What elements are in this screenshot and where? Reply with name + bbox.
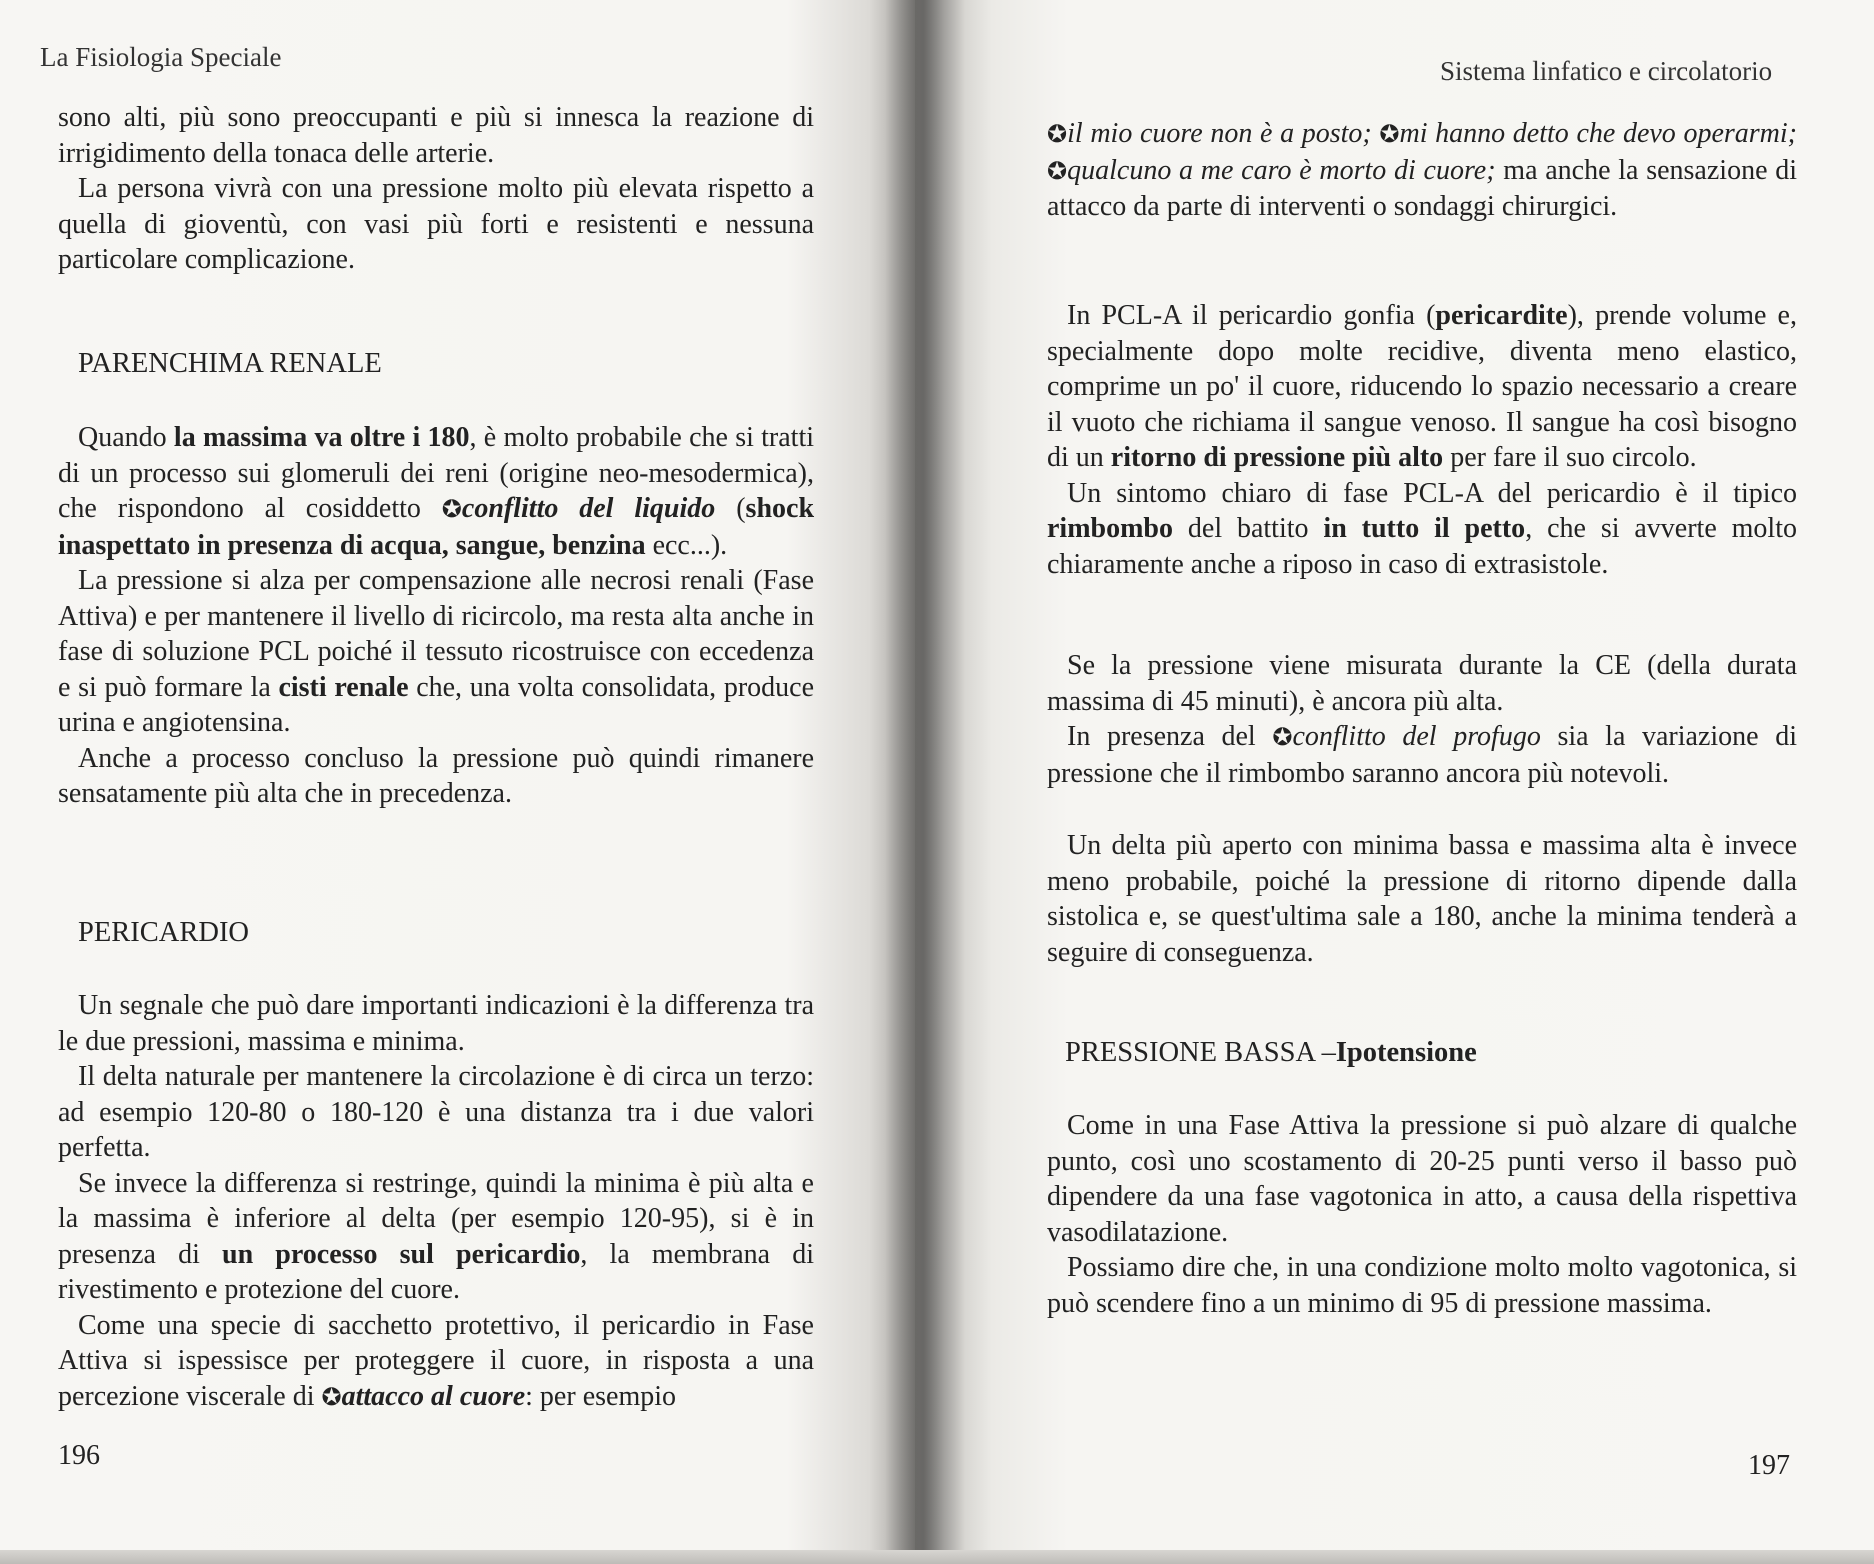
right-ce-text: [1047, 648, 1797, 791]
paragraph: La pressione si alza per compensazione alle necrosi renali (Fase Attiva) e per mantenere il livello di ricircolo, ma resta alta anche in fase di soluzione PCL poiché il tessuto ricostruisce con eccedenza e si può formare la cisti renale che, una volta consolidata, produce urina e angiotensina.: [58, 565, 814, 738]
star-icon: ✪: [1272, 723, 1293, 751]
left-intro-text: [58, 100, 814, 278]
paragraph: Un segnale che può dare importanti indicazioni è la differenza tra le due pressioni, massima e minima.: [58, 990, 814, 1057]
section-title-pressione-bassa: PRESSIONE BASSA –Ipotensione: [1065, 1037, 1477, 1068]
section-title-pericardio: PERICARDIO: [78, 917, 250, 948]
right-ipotensione-text: [1047, 1108, 1797, 1321]
right-delta-text: [1047, 828, 1797, 970]
page-number-left: 196: [58, 1440, 100, 1471]
paragraph: Anche a processo concluso la pressione può quindi rimanere sensatamente più alta che in precedenza.: [58, 742, 814, 809]
paragraph: Come in una Fase Attiva la pressione si può alzare di qualche punto, così uno scostamento di 20-25 punti verso il basso può dipendere da una fase vagotonica in atto, a causa della rispettiva vasodilatazione.: [1047, 1110, 1797, 1248]
paragraph: In PCL-A il pericardio gonfia (pericardite), prende volume e, specialmente dopo molte recidive, diventa meno elastico, comprime un po' il cuore, riducendo lo spazio necessario a creare il vuoto che richiama il sangue venoso. Il sangue ha così bisogno di un ritorno di pressione più alto per fare il suo circolo.: [1047, 300, 1797, 473]
paragraph: Se la pressione viene misurata durante la CE (della durata massima di 45 minuti), è ancora più alta.: [1047, 650, 1797, 717]
page-number-right: 197: [1748, 1450, 1790, 1481]
right-intro-text: [1047, 116, 1797, 225]
right-pcl-text: [1047, 298, 1797, 582]
star-icon: ✪: [321, 1382, 342, 1411]
page-bottom-edge: [0, 1550, 1874, 1564]
paragraph: In presenza del ✪conflitto del profugo sia la variazione di pressione che il rimbombo saranno ancora più notevoli.: [1047, 721, 1797, 789]
left-pericardio-text: [58, 988, 814, 1415]
paragraph: ✪il mio cuore non è a posto; ✪mi hanno detto che devo operarmi; ✪qualcuno a me caro è morto di cuore; ma anche la sensazione di attacco da parte di interventi o sondaggi chirurgici.: [1047, 118, 1798, 222]
paragraph: Un sintomo chiaro di fase PCL-A del pericardio è il tipico rimbombo del battito in tutto il petto, che si avverte molto chiaramente anche a riposo in caso di extrasistole.: [1047, 477, 1797, 580]
star-icon: ✪: [441, 495, 462, 523]
book-gutter: [885, 0, 965, 1564]
section-title-parenchima: PARENCHIMA RENALE: [78, 348, 382, 379]
running-head-left: La Fisiologia Speciale: [40, 42, 282, 72]
star-icon: ✪: [1379, 120, 1400, 148]
paragraph: La persona vivrà con una pressione molto più elevata rispetto a quella di gioventù, con vasi più forti e resistenti e nessuna particolare complicazione.: [58, 173, 814, 275]
paragraph: Il delta naturale per mantenere la circolazione è di circa un terzo: ad esempio 120-80 o 180-120 è una distanza tra i due valori perfetta.: [58, 1061, 814, 1163]
left-parenchima-text: [58, 420, 814, 812]
star-icon: ✪: [1047, 120, 1068, 148]
paragraph: Se invece la differenza si restringe, quindi la minima è più alta e la massima è inferiore al delta (per esempio 120-95), si è in presenza di un processo sul pericardio, la membrana di rivestimento e protezione del cuore.: [58, 1167, 814, 1305]
paragraph: Come una specie di sacchetto protettivo, il pericardio in Fase Attiva si ispessisce per proteggere il cuore, in risposta a una percezione viscerale di ✪attacco al cuore: per esempio: [58, 1309, 814, 1412]
paragraph: sono alti, più sono preoccupanti e più si innesca la reazione di irrigidimento della tonaca delle arterie.: [58, 102, 814, 169]
paragraph: Quando la massima va oltre i 180, è molto probabile che si tratti di un processo sui glomeruli dei reni (origine neo-mesodermica), che rispondono al cosiddetto ✪conflitto del liquido (shock inaspettato in presenza di acqua, sangue, benzina ecc...).: [58, 422, 815, 561]
running-head-right: Sistema linfatico e circolatorio: [1440, 56, 1773, 86]
paragraph: Possiamo dire che, in una condizione molto molto vagotonica, si può scendere fino a un minimo di 95 di pressione massima.: [1047, 1252, 1797, 1319]
paragraph: Un delta più aperto con minima bassa e massima alta è invece meno probabile, poiché la pressione di ritorno dipende dalla sistolica e, se quest'ultima sale a 180, anche la minima tenderà a seguire di conseguenza.: [1047, 830, 1797, 968]
star-icon: ✪: [1047, 156, 1068, 185]
